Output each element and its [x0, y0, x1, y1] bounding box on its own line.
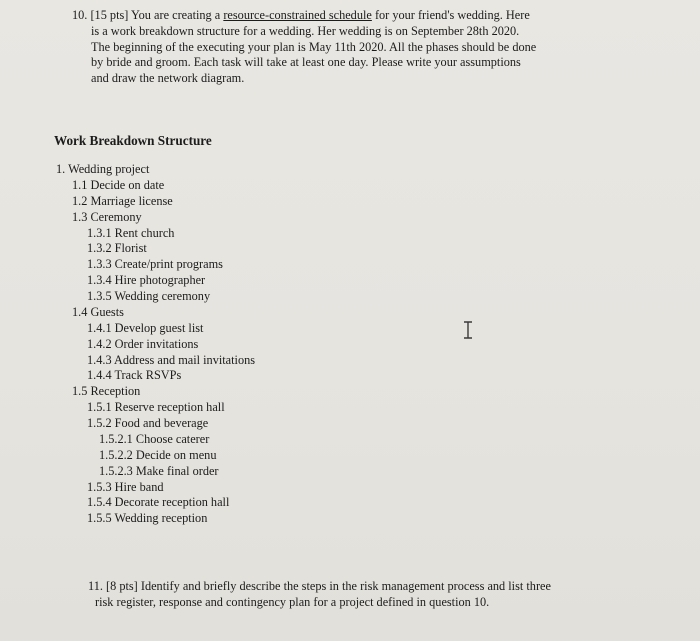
wbs-title: Work Breakdown Structure [54, 133, 212, 148]
question-11-text: Identify and briefly describe the steps in the risk management process and list three [140, 579, 551, 593]
question-10 [72, 8, 632, 87]
wbs-item: 1.5.2.2 Decide on menu [99, 447, 217, 462]
wbs-item: 1.3 Ceremony [72, 209, 142, 224]
wbs-item: 1.5.3 Hire band [87, 479, 164, 494]
wbs-item: 1.4.4 Track RSVPs [87, 368, 182, 383]
wbs-item: 1.5.2 Food and beverage [87, 416, 209, 430]
question-11-line-1 [88, 579, 648, 595]
text-cursor-icon [461, 320, 475, 340]
wbs-item: 1.4 Guests [72, 304, 124, 319]
question-10-line-2: is a work breakdown structure for a wedding. Her wedding is on September 28th 2020. [91, 23, 520, 38]
wbs-item: 1.4.1 Develop guest list [87, 320, 204, 335]
question-11-points: [8 pts] [106, 579, 138, 593]
wbs-item: 1.3.1 Rent church [87, 225, 175, 240]
wbs-item: 1.5 Reception [72, 384, 141, 399]
resource-constrained-underline: resource-constrained schedule [223, 8, 372, 22]
wbs-item: 1.5.1 Reserve reception hall [87, 400, 225, 415]
wbs-item: 1.4.2 Order invitations [87, 336, 199, 351]
wbs-list [56, 162, 255, 527]
wbs-item: 1.3.3 Create/print programs [87, 257, 223, 272]
wbs-item: 1.5.2.1 Choose caterer [99, 431, 210, 446]
wbs-item: 1.5.4 Decorate reception hall [87, 495, 230, 510]
wbs-item: 1.3.5 Wedding ceremony [87, 289, 211, 303]
wbs-item: 1.5.5 Wedding reception [87, 511, 208, 526]
wbs-item: 1.2 Marriage license [72, 193, 173, 208]
question-10-line-1-end: for your friend's wedding. Here [374, 8, 530, 22]
question-10-line-5: and draw the network diagram. [91, 71, 245, 86]
question-11 [88, 579, 648, 611]
question-10-line-3: The beginning of the executing your plan is May 11th 2020. All the phases should be done [91, 39, 537, 54]
wbs-item: 1.3.2 Florist [87, 241, 147, 256]
question-11-line-2: risk register, response and contingency plan for a project defined in question 10. [95, 594, 490, 609]
wbs-item: 1.3.4 Hire photographer [87, 273, 206, 288]
wbs-item: 1.4.3 Address and mail invitations [87, 352, 256, 367]
question-11-number: 11. [88, 579, 103, 593]
question-10-intro: You are creating a [131, 8, 221, 22]
wbs-item: 1.1 Decide on date [72, 177, 165, 192]
question-10-number: 10. [72, 8, 88, 22]
question-10-line-4: by bride and groom. Each task will take at least one day. Please write your assumptions [91, 55, 521, 70]
question-10-line-1 [72, 8, 632, 24]
wbs-item: 1.5.2.3 Make final order [99, 463, 219, 478]
question-10-points: [15 pts] [90, 8, 129, 22]
wbs-item: 1. Wedding project [56, 162, 150, 176]
